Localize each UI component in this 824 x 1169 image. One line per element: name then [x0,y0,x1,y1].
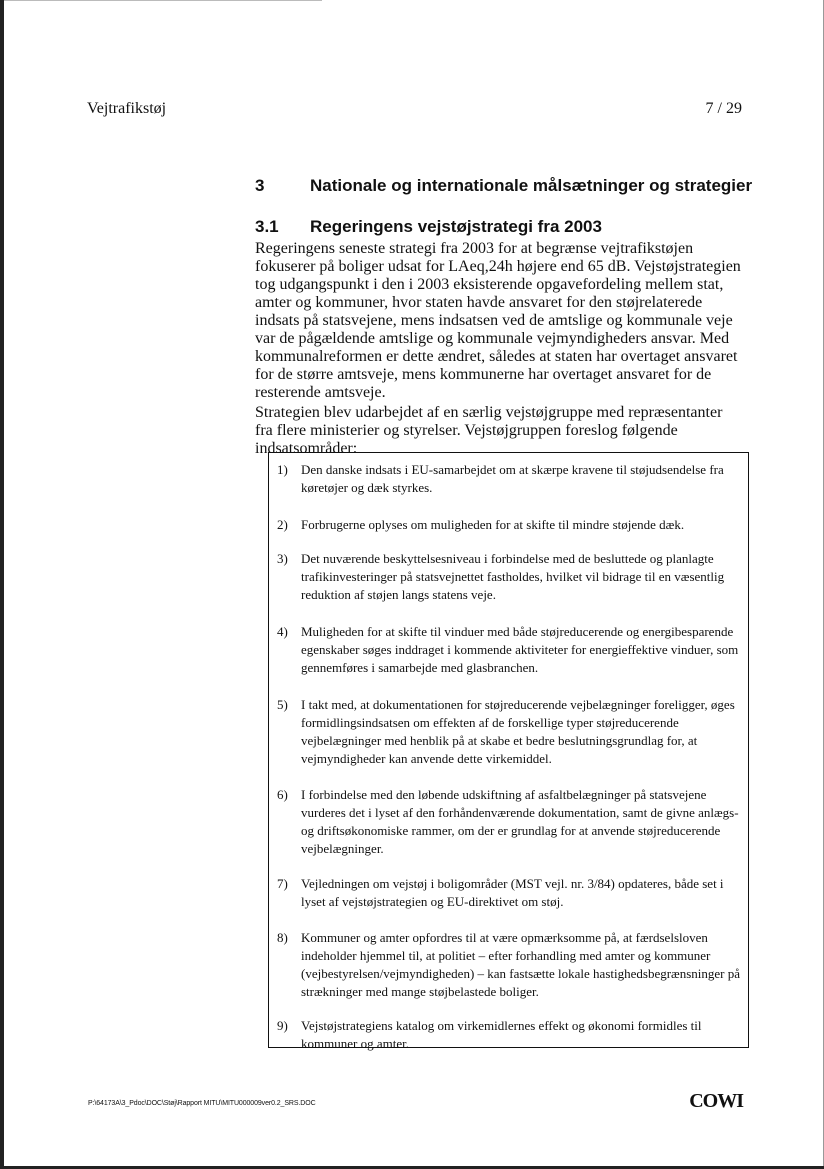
section-title: Nationale og internationale målsætninger og strategier [310,176,753,195]
subsection-title: Regeringens vejstøjstrategi fra 2003 [310,217,602,236]
measure-text: Kommuner og amter opfordres til at være opmærksomme på, at færdselsloven indeholder hjemmel til, at politiet – efter forhandling med amter og kommuner (vejbestyrelsen/vejmyndigheden) – kan fastsætte lokale hastighedsbegrænsninger på strækninger med mange støjbelastede boliger. [301,930,740,999]
measure-number: 7) [277,876,288,891]
measure-number: 8) [277,930,288,945]
measure-number: 3) [277,551,288,566]
measure-text: Den danske indsats i EU-samarbejdet om at skærpe kravene til støjudsendelse fra køretøjer og dæk styrkes. [301,462,724,495]
scan-top-edge [0,0,322,1]
measure-text: Det nuværende beskyttelsesniveau i forbindelse med de besluttede og planlagte trafikinvesteringer på statsvejnettet fastholdes, hvilket vil bidrage til en væsentlig reduktion af støjen langs statens veje. [301,551,725,602]
measure-number: 5) [277,697,288,712]
measure-text: Forbrugerne oplyses om muligheden for at skifte til mindre støjende dæk. [301,517,685,532]
footer-file-path: P:\64173A\3_Pdoc\DOC\Støj\Rapport MITU\MITU000009ver0.2_SRS.DOC [88,1100,316,1107]
section-number: 3 [255,176,265,195]
running-header-title: Vejtrafikstøj [87,100,167,117]
cowi-logo: COWI [689,1090,743,1112]
paragraph-working-group: Strategien blev udarbejdet af en særlig vejstøjgruppe med repræsentanter fra flere ministerier og styrelser. Vejstøjgruppen foreslog følgende indsatsområder: [255,404,723,457]
measure-text: Muligheden for at skifte til vinduer med både støjreducerende og energibesparende egenskaber søges inddraget i kommende aktiviteter for energieffektive vinduer, som gennemføres i samarbejde med glasbranchen. [301,624,739,675]
subsection-heading [255,217,602,237]
measure-number: 4) [277,624,288,639]
section-heading [255,176,752,196]
measure-text: Vejstøjstrategiens katalog om virkemidlernes effekt og økonomi formidles til kommuner og amter. [301,1018,702,1051]
measure-number: 1) [277,462,288,477]
measure-number: 6) [277,787,288,802]
measure-number: 2) [277,517,288,532]
scan-left-edge [0,0,4,1169]
measure-text: I takt med, at dokumentationen for støjreducerende vejbelægninger foreligger, øges formidlingsindsatsen om effekten af de forskellige typer støjreducerende vejbelægninger med henblik på at skabe et bedre beslutningsgrundlag for, at vejmyndigheder kan anvende dette virkemiddel. [301,697,735,766]
measures-box [268,452,749,1051]
paragraph-strategy-intro: Regeringens seneste strategi fra 2003 for at begrænse vejtrafikstøjen fokuserer på boliger udsat for LAeq,24h højere end 65 dB. Vejstøjstrategien tog udgangspunkt i den i 2003 eksisterende opgavefordeling mellem stat, amter og kommuner, hvor staten havde ansvaret for den støjrelaterede indsats på statsvejene, mens indsatsen ved de amtslige og kommunale veje var de pågældende amtslige og kommunale vejmyndigheders ansvar. Med kommunalreformen er dette ændret, således at staten har overtaget ansvaret for de større amtsveje, mens kommunerne har overtaget ansvaret for de resterende amtsveje. [255,240,741,401]
page-number: 7 / 29 [705,100,742,117]
measure-text: I forbindelse med den løbende udskiftning af asfaltbelægninger på statsvejene vurderes det i lyset af den forhåndenværende dokumentation, samt de givne anlægs- og driftsøkonomiske rammer, om der er grundlag for at anvende støjreducerende vejbelægninger. [301,787,739,856]
measure-number: 9) [277,1018,288,1033]
measure-text: Vejledningen om vejstøj i boligområder (MST vejl. nr. 3/84) opdateres, både set i lyset af vejstøjstrategien og EU-direktivet om støj. [301,876,724,909]
subsection-number: 3.1 [255,217,279,236]
